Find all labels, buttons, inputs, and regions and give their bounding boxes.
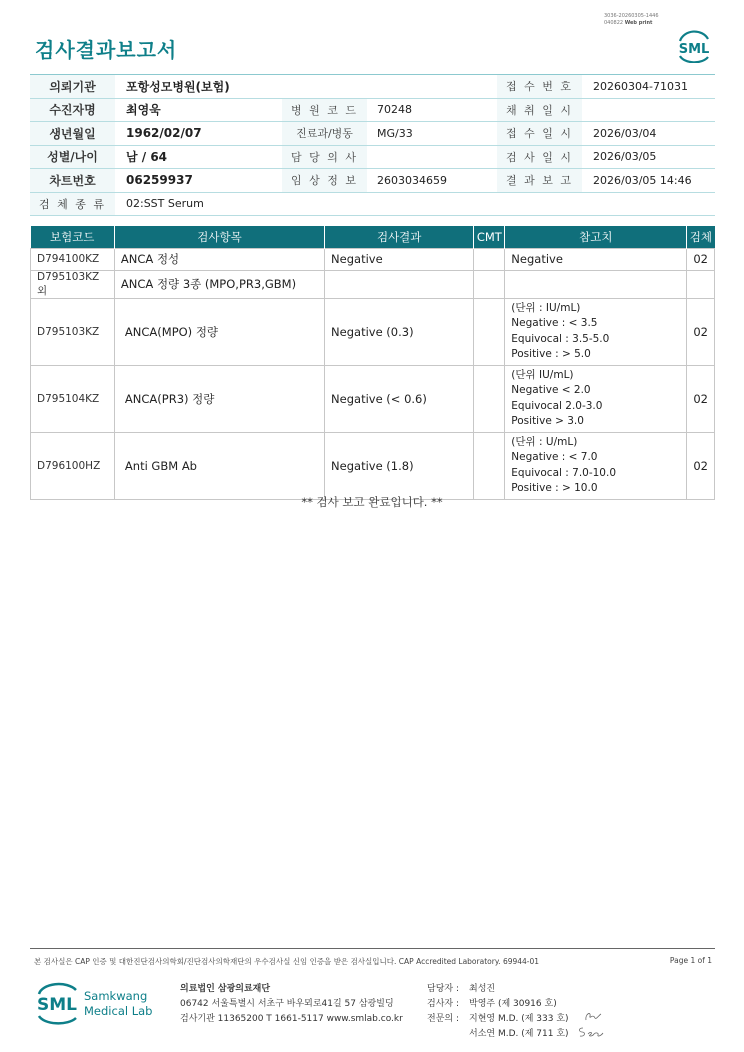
cmt-cell (474, 432, 505, 499)
reference-line: Negative : < 7.0 (511, 451, 598, 463)
staff-role: 전문의 : (427, 1014, 459, 1024)
test-item-cell: ANCA(PR3) 정량 (114, 365, 324, 432)
staff-role (427, 1027, 469, 1042)
info-label: 접 수 번 호 (497, 75, 582, 98)
info-label: 채 취 일 시 (497, 99, 582, 122)
reference-line: Negative : < 3.5 (511, 317, 598, 329)
table-row (31, 365, 715, 432)
sml-logo-icon (675, 27, 713, 63)
document-code-line1: 3036-20260305-1446 (604, 13, 659, 19)
reference-line: Equivocal 2.0-3.0 (511, 399, 603, 412)
test-item-cell: Anti GBM Ab (114, 432, 324, 499)
info-value (582, 99, 715, 122)
info-label: 진료과/병동 (282, 122, 367, 145)
info-value: 2026/03/04 (593, 126, 657, 140)
reference-line: Positive : > 10.0 (511, 482, 598, 494)
info-value: 포항성모병원(보험) (126, 79, 230, 94)
signature-icon (577, 1025, 607, 1039)
staff-info (427, 982, 569, 1042)
staff-name: 지현영 M.D. (제 333 호) (469, 1014, 569, 1024)
test-item-cell: ANCA 정량 3종 (MPO,PR3,GBM) (114, 270, 324, 298)
table-row (31, 432, 715, 499)
info-value: 2026/03/05 (593, 150, 657, 164)
staff-name: 최성진 (469, 984, 496, 994)
staff-role: 담당자 : (427, 984, 459, 994)
reference-cell (505, 432, 687, 499)
info-value: 최영욱 (126, 103, 161, 118)
patient-info-table (30, 74, 715, 216)
info-label: 임 상 정 보 (282, 169, 367, 192)
certification-text: 본 검사실은 CAP 인증 및 대한진단검사의학회/진단검사의학재단의 우수검사실 신임 인증을 받은 검사실입니다. CAP Accredited Laboratory. 69944-01 (34, 957, 540, 966)
reference-line: (단위 IU/mL) (511, 368, 574, 381)
insurance-code-cell: D795103KZ외 (31, 270, 115, 298)
specimen-cell: 02 (687, 432, 715, 499)
organization-name: 의료법인 삼광의료재단 (180, 984, 271, 994)
specimen-row (30, 193, 715, 217)
info-row (30, 99, 715, 123)
info-label: 결 과 보 고 (497, 169, 582, 192)
organization-info (180, 982, 403, 1027)
info-value: 70248 (377, 103, 412, 117)
reference-cell (505, 365, 687, 432)
insurance-code-cell: D794100KZ (31, 248, 115, 270)
info-row (30, 146, 715, 170)
staff-row (427, 1012, 569, 1027)
info-label: 검 사 일 시 (497, 146, 582, 169)
info-row (30, 75, 715, 99)
results-table (30, 226, 715, 500)
web-print-label: Web print (624, 20, 653, 26)
info-value: 1962/02/07 (126, 126, 202, 141)
table-row (31, 270, 715, 298)
info-label: 성별/나이 (30, 146, 115, 169)
column-header: 보험코드 (31, 226, 115, 248)
info-value (367, 146, 497, 169)
column-header: CMT (474, 226, 505, 248)
logo-line2: Medical Lab (84, 1004, 153, 1018)
column-header: 검사항목 (114, 226, 324, 248)
column-header: 검체 (687, 226, 715, 248)
specimen-value: 02:SST Serum (126, 197, 204, 211)
info-label: 수진자명 (30, 99, 115, 122)
specimen-cell: 02 (687, 298, 715, 365)
reference-cell: Negative (505, 248, 687, 270)
reference-line: Positive : > 5.0 (511, 348, 591, 360)
info-value: MG/33 (377, 126, 413, 140)
page-title: 검사결과보고서 (35, 38, 178, 62)
staff-row (427, 1027, 569, 1042)
insurance-code-cell: D796100HZ (31, 432, 115, 499)
reference-cell (505, 298, 687, 365)
staff-row (427, 997, 569, 1012)
info-value: 남 / 64 (126, 150, 168, 165)
reference-line: (단위 : U/mL) (511, 435, 578, 448)
organization-contact: 검사기관 11365200 T 1661-5117 www.smlab.co.kr (180, 1014, 403, 1024)
sml-logo-text: SML (678, 42, 710, 57)
test-result-cell: Negative (0.3) (325, 298, 474, 365)
reference-line: Equivocal : 3.5-5.0 (511, 332, 610, 345)
info-label: 생년월일 (30, 122, 115, 145)
info-value (367, 75, 497, 98)
test-item-cell: ANCA 정성 (114, 248, 324, 270)
info-value: 2603034659 (377, 173, 447, 187)
signature-icon (583, 1009, 603, 1023)
reference-cell (505, 270, 687, 298)
specimen-cell (687, 270, 715, 298)
staff-name: 박영주 (제 30916 호) (469, 999, 557, 1009)
info-label: 병 원 코 드 (282, 99, 367, 122)
test-result-cell: Negative (325, 248, 474, 270)
test-result-cell: Negative (1.8) (325, 432, 474, 499)
column-header: 검사결과 (325, 226, 474, 248)
specimen-cell: 02 (687, 365, 715, 432)
cmt-cell (474, 365, 505, 432)
samkwang-logo-icon (36, 980, 156, 1026)
info-label: 담 당 의 사 (282, 146, 367, 169)
table-row (31, 298, 715, 365)
info-value: 06259937 (126, 173, 193, 188)
document-code (604, 13, 659, 27)
test-item-cell: ANCA(MPO) 정량 (114, 298, 324, 365)
organization-address: 06742 서울특별시 서초구 바우뫼로41길 57 삼광빌딩 (180, 999, 394, 1009)
column-header: 참고치 (505, 226, 687, 248)
specimen-cell: 02 (687, 248, 715, 270)
info-value: 2026/03/05 14:46 (593, 173, 692, 187)
reference-line: Negative < 2.0 (511, 384, 591, 396)
info-label (282, 75, 367, 98)
staff-name: 서소연 M.D. (제 711 호) (469, 1029, 569, 1039)
specimen-label: 검 체 종 류 (30, 193, 115, 216)
reference-line: Positive > 3.0 (511, 415, 584, 427)
footer-divider (30, 948, 715, 949)
document-code-number: 040822 (604, 20, 624, 26)
insurance-code-cell: D795103KZ (31, 298, 115, 365)
cmt-cell (474, 270, 505, 298)
results-header-row (31, 226, 715, 248)
info-value: 20260304-71031 (593, 79, 688, 93)
insurance-code-cell: D795104KZ (31, 365, 115, 432)
reference-line: Equivocal : 7.0-10.0 (511, 466, 617, 479)
staff-role: 검사자 : (427, 999, 459, 1009)
logo-abbr: SML (37, 995, 77, 1015)
cmt-cell (474, 298, 505, 365)
info-row (30, 169, 715, 193)
reference-line: (단위 : IU/mL) (511, 301, 581, 314)
staff-row (427, 982, 569, 997)
page-number: Page 1 of 1 (669, 956, 712, 965)
test-result-cell: Negative (< 0.6) (325, 365, 474, 432)
report-complete-text: ** 검사 보고 완료입니다. ** (301, 495, 443, 509)
info-label: 접 수 일 시 (497, 122, 582, 145)
info-label: 의뢰기관 (30, 75, 115, 98)
logo-line1: Samkwang (84, 989, 148, 1003)
test-result-cell (325, 270, 474, 298)
info-row (30, 122, 715, 146)
table-row (31, 248, 715, 270)
info-label: 차트번호 (30, 169, 115, 192)
cmt-cell (474, 248, 505, 270)
